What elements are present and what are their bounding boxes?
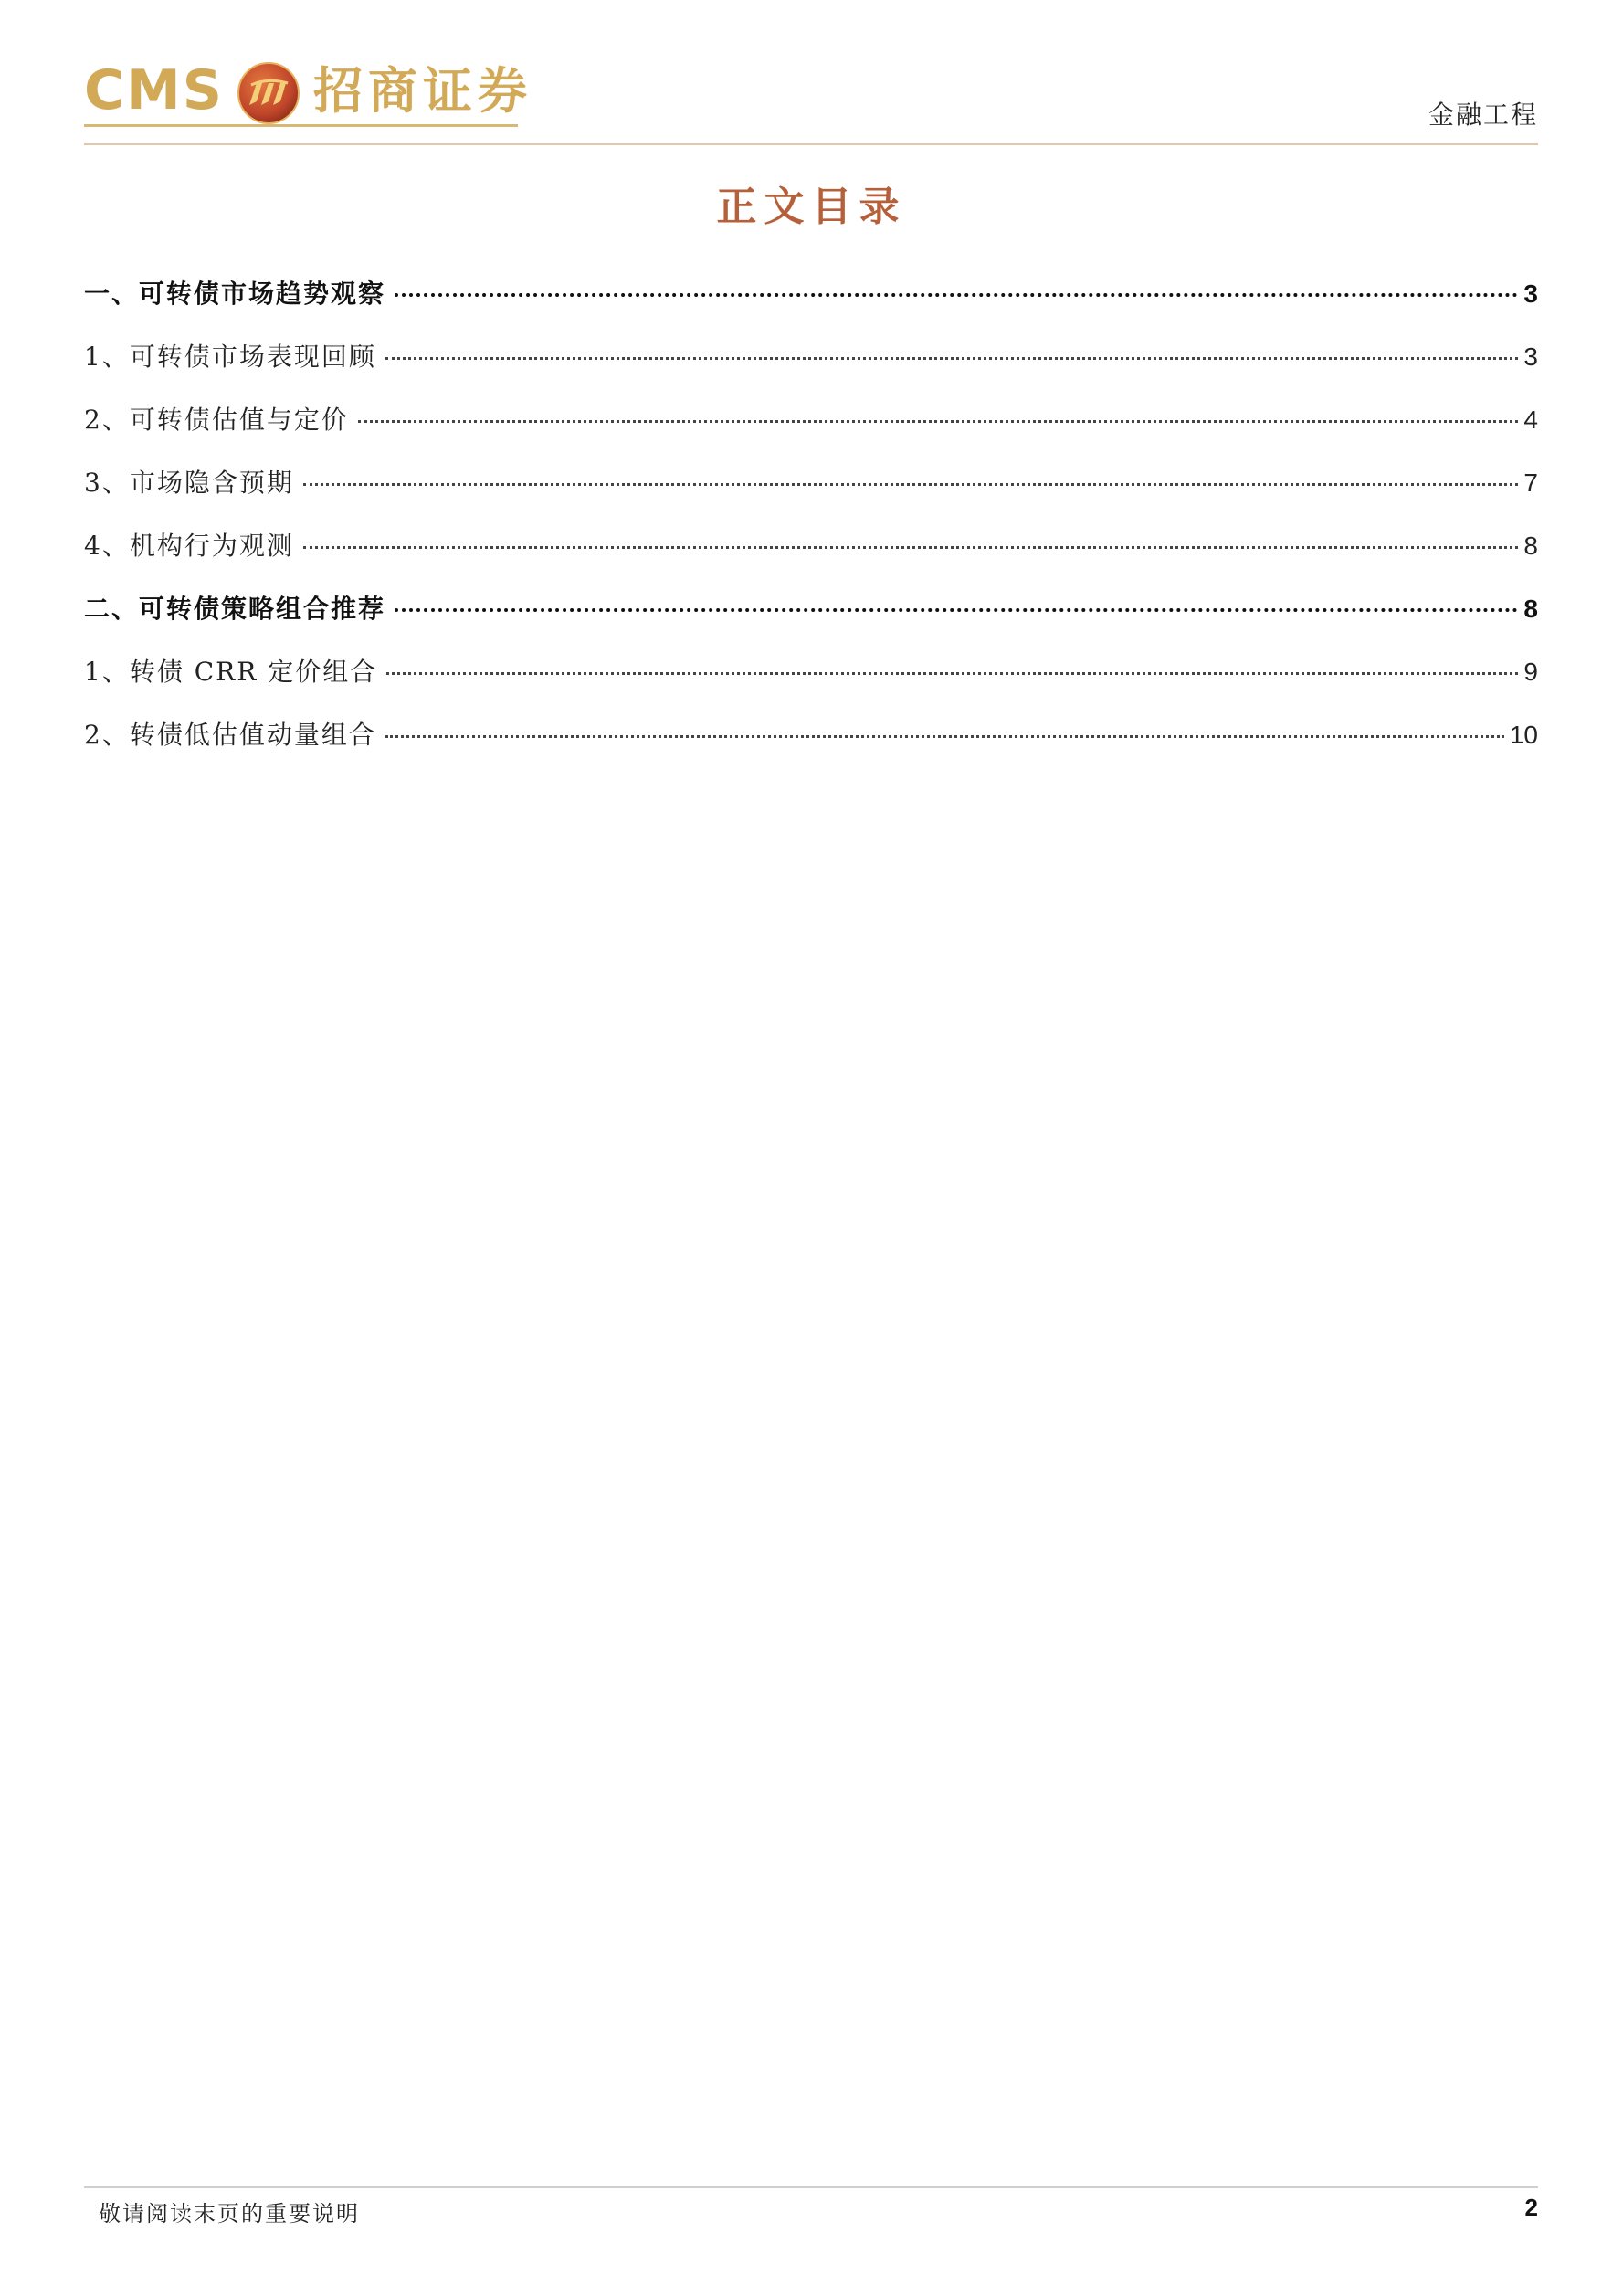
toc-entry[interactable] <box>84 589 1538 652</box>
table-of-contents <box>84 274 1538 778</box>
toc-entry-page: 4 <box>1523 405 1538 434</box>
toc-entry-page: 7 <box>1523 469 1538 497</box>
toc-entry-page: 3 <box>1523 279 1538 308</box>
toc-entry[interactable] <box>84 463 1538 526</box>
toc-entry-label: 3、市场隐含预期 <box>84 468 294 498</box>
toc-dot-leader <box>395 293 1518 297</box>
logo-emblem-icon <box>237 61 300 125</box>
toc-entry[interactable] <box>84 715 1538 778</box>
toc-entry[interactable] <box>84 652 1538 715</box>
toc-entry-label: 一、可转债市场趋势观察 <box>84 279 386 309</box>
toc-dot-leader <box>395 608 1518 612</box>
page-header <box>84 57 1538 148</box>
footer-divider <box>84 2186 1538 2188</box>
toc-entry-page: 10 <box>1509 721 1538 749</box>
document-category: 金融工程 <box>1428 100 1538 130</box>
toc-dot-leader <box>386 672 1518 675</box>
toc-entry-page: 8 <box>1523 532 1538 560</box>
toc-entry-label: 4、机构行为观测 <box>84 531 294 561</box>
toc-entry-label: 2、可转债估值与定价 <box>84 405 349 435</box>
toc-entry-page: 8 <box>1523 595 1538 623</box>
toc-entry[interactable] <box>84 400 1538 463</box>
toc-dot-leader <box>358 420 1519 423</box>
toc-entry-page: 9 <box>1523 658 1538 686</box>
toc-entry-label: 2、转债低估值动量组合 <box>84 720 376 750</box>
logo-underline <box>84 124 518 127</box>
company-logo <box>84 57 532 130</box>
toc-entry[interactable] <box>84 274 1538 337</box>
toc-title: 正文目录 <box>716 184 907 230</box>
toc-entry[interactable] <box>84 337 1538 400</box>
logo-text: CMS <box>84 58 224 122</box>
header-divider <box>84 143 1538 145</box>
toc-entry-label: 1、转债 CRR 定价组合 <box>84 657 378 687</box>
toc-dot-leader <box>303 546 1519 549</box>
logo-chinese-name: 招商证券 <box>312 61 532 120</box>
toc-entry-page: 3 <box>1523 342 1538 371</box>
page-number: 2 <box>1524 2194 1538 2221</box>
toc-entry-label: 二、可转债策略组合推荐 <box>84 594 386 624</box>
toc-dot-leader <box>385 735 1504 738</box>
toc-dot-leader <box>303 483 1519 486</box>
toc-dot-leader <box>385 357 1519 360</box>
footer-disclaimer: 敬请阅读末页的重要说明 <box>99 2201 360 2227</box>
toc-entry[interactable] <box>84 526 1538 589</box>
toc-entry-label: 1、可转债市场表现回顾 <box>84 342 376 372</box>
